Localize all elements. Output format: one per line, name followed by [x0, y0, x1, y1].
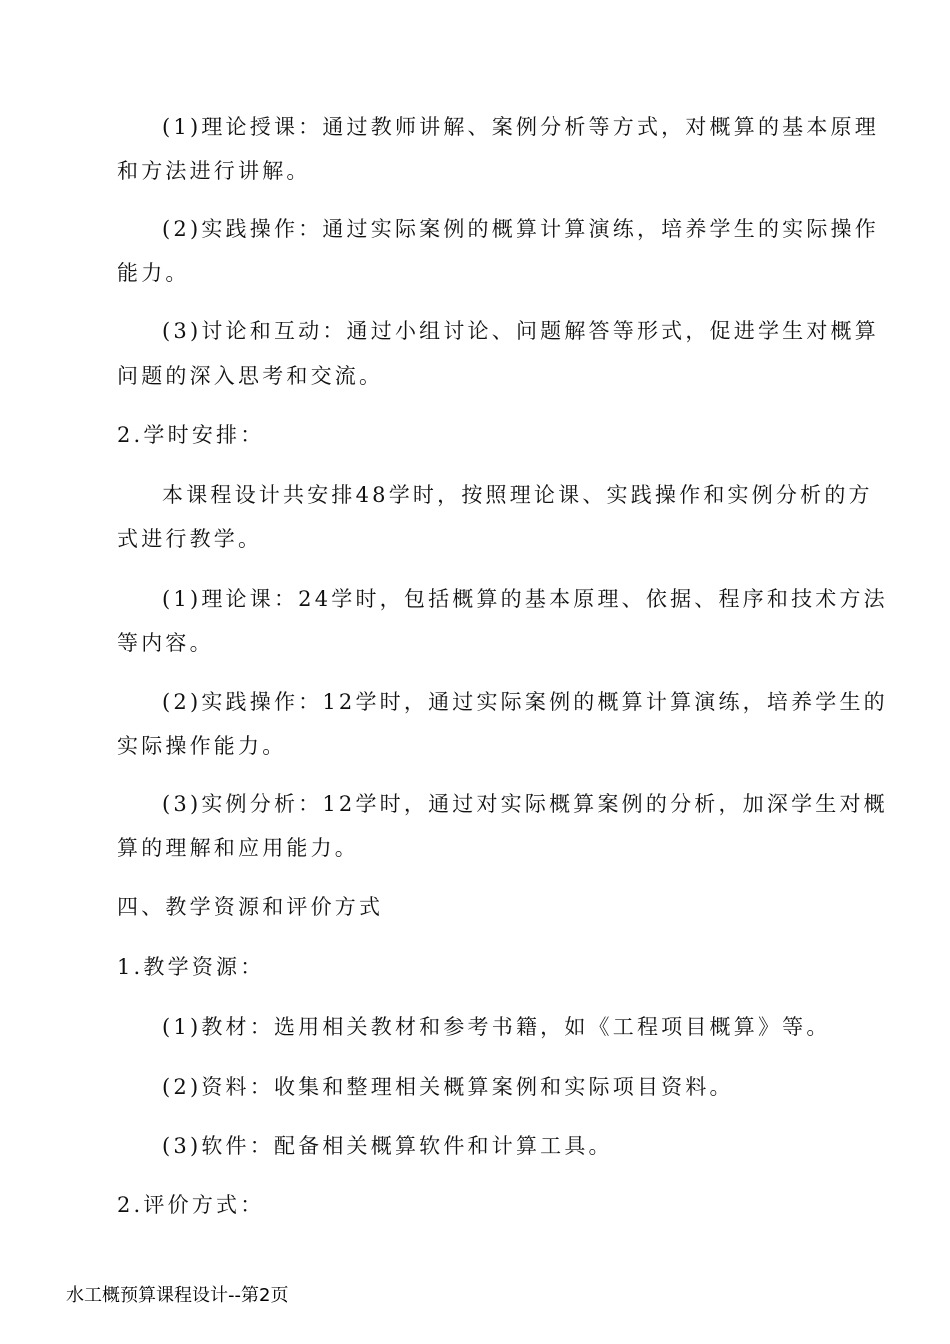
paragraph-line: (1)理论授课：通过教师讲解、案例分析等方式，对概算的基本原理	[162, 115, 879, 139]
paragraph-line: (3)实例分析：12学时，通过对实际概算案例的分析，加深学生对概	[162, 792, 888, 816]
list-item: (1)教材：选用相关教材和参考书籍，如《工程项目概算》等。	[162, 1015, 831, 1039]
paragraph-line: 问题的深入思考和交流。	[117, 364, 384, 388]
section-heading: 2.学时安排：	[117, 423, 265, 447]
page-footer: 水工概预算课程设计--第2页	[66, 1285, 289, 1306]
paragraph-line: 等内容。	[117, 631, 214, 655]
paragraph-line: 和方法进行讲解。	[117, 159, 311, 183]
list-item: (2)资料：收集和整理相关概算案例和实际项目资料。	[162, 1075, 734, 1099]
paragraph-line: (3)讨论和互动：通过小组讨论、问题解答等形式，促进学生对概算	[162, 319, 879, 343]
section-heading: 2.评价方式：	[117, 1193, 265, 1217]
paragraph-line: (2)实践操作：12学时，通过实际案例的概算计算演练，培养学生的	[162, 690, 888, 714]
paragraph-line: 能力。	[117, 261, 190, 285]
paragraph-line: 式进行教学。	[117, 527, 263, 551]
list-item: (3)软件：配备相关概算软件和计算工具。	[162, 1134, 613, 1158]
paragraph-line: (1)理论课：24学时，包括概算的基本原理、依据、程序和技术方法	[162, 587, 888, 611]
paragraph-line: (2)实践操作：通过实际案例的概算计算演练，培养学生的实际操作	[162, 217, 879, 241]
chapter-heading: 四、教学资源和评价方式	[117, 895, 384, 919]
paragraph-line: 算的理解和应用能力。	[117, 836, 359, 860]
section-heading: 1.教学资源：	[117, 955, 265, 979]
paragraph-line: 实际操作能力。	[117, 734, 287, 758]
paragraph-line: 本课程设计共安排48学时，按照理论课、实践操作和实例分析的方	[162, 483, 873, 507]
